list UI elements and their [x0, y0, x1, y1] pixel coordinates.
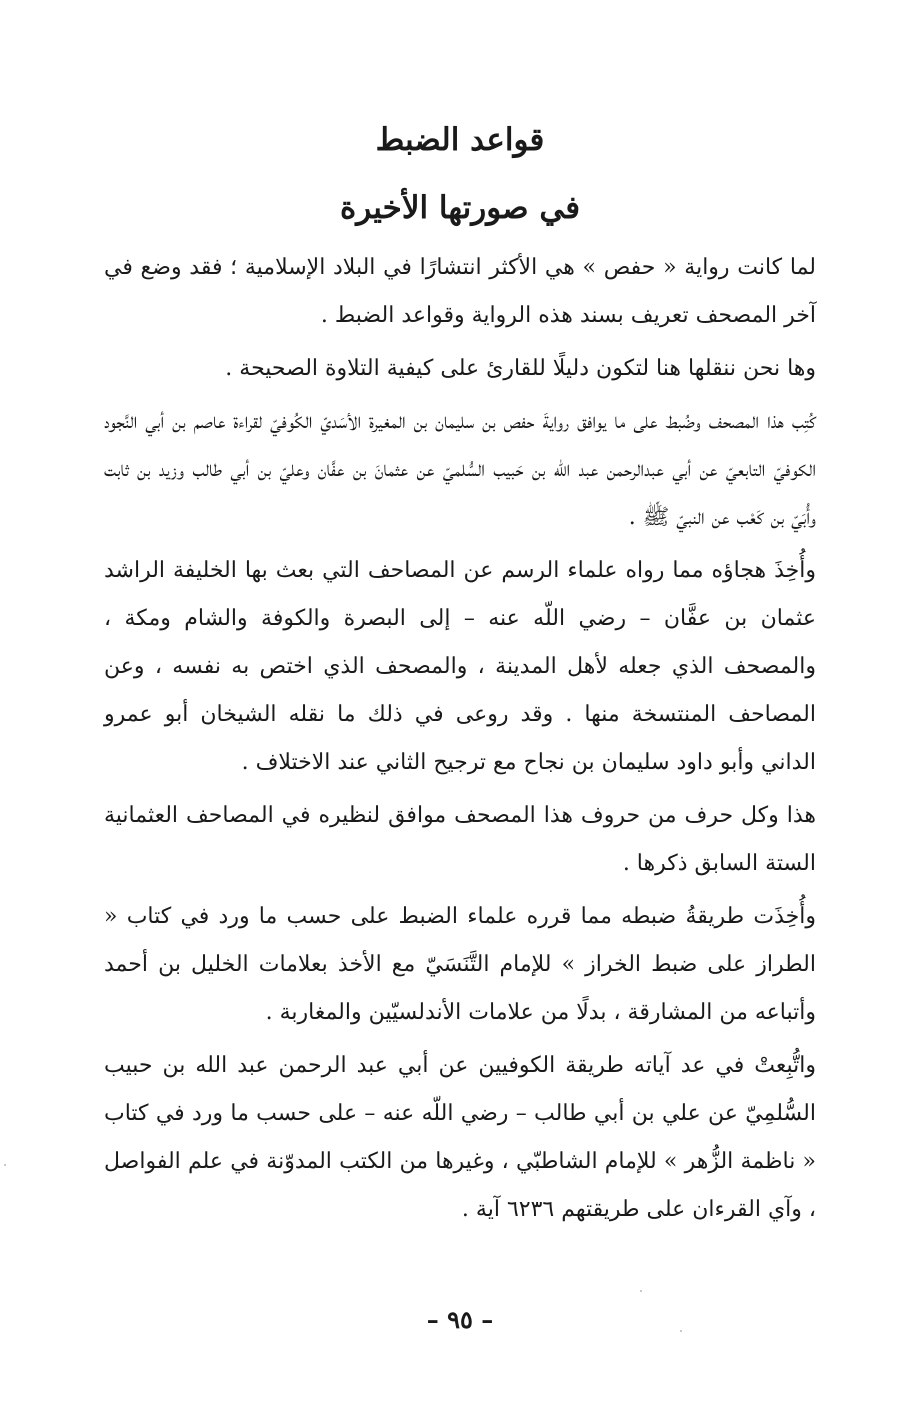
- paragraph-1: لما كانت رواية « حفص » هي الأكثر انتشارًا في البلاد الإسلامية ؛ فقد وضع في آخر المصحف تعريف بسند هذه الرواية وقواعد الضبط .: [104, 255, 816, 328]
- title-line-2: في صورتها الأخيرة: [339, 190, 581, 226]
- scan-speck: [640, 1290, 642, 1292]
- paragraph-3: كُتِب هذا المصحف وضُبط على ما يوافق روايةَ حفص بن سليمان بن المغيرة الأسَديّ الكُوفيّ لقراءة عاصم بن أبي النَّجود الكوفيّ التابعيّ عن أبي عبدالرحمن عبد الله بن حَبيب السُّلميّ عن عثمانَ بن عفَّان وعليّ بن أبي طالب وزيد بن ثابت وأُبَيّ بن كَعْب عن النبيّ ﷺ .: [104, 409, 816, 530]
- page-number: – ٩٥ –: [426, 1305, 494, 1334]
- title-line-1: قواعد الضبط: [375, 122, 545, 158]
- paragraph-6: وأُخِذَت طريقةُ ضبطه مما قرره علماء الضبط على حسب ما ورد في كتاب « الطراز على ضبط الخراز » للإمام التَّنَسَيّ مع الأخذ بعلامات الخليل بن أحمد وأتباعه من المشارقة ، بدلًا من علامات الأندلسيّين والمغاربة .: [104, 904, 816, 1025]
- scan-speck: [4, 1164, 6, 1166]
- body-text: [104, 244, 816, 1239]
- paragraph-4: وأُخِذَ هجاؤه مما رواه علماء الرسم عن المصاحف التي بعث بها الخليفة الراشد عثمان بن عفَّان – رضي اللّه عنه – إلى البصرة والكوفة والشام ومكة ، والمصحف الذي جعله لأهل المدينة ، والمصحف الذي اختص به نفسه ، وعن المصاحف المنتسخة منها . وقد روعى في ذلك ما نقله الشيخان أبو عمرو الداني وأبو داود سليمان بن نجاح مع ترجيح الثاني عند الاختلاف .: [104, 558, 816, 775]
- paragraph-5: هذا وكل حرف من حروف هذا المصحف موافق لنظيره في المصاحف العثمانية الستة السابق ذكرها .: [104, 803, 816, 876]
- paragraph-2: وها نحن ننقلها هنا لتكون دليلًا للقارئ على كيفية التلاوة الصحيحة .: [225, 356, 816, 381]
- paragraph-7: واتُّبِعتْ في عد آياته طريقة الكوفيين عن أبي عبد الرحمن عبد الله بن حبيب السُّلمِيّ عن علي بن أبي طالب – رضي اللّه عنه – على حسب ما ورد في كتاب « ناظمة الزُّهر » للإمام الشاطبّي ، وغيرها من الكتب المدوّنة في علم الفواصل ، وآي القرءان على طريقتهم ٦٢٣٦ آية .: [104, 1053, 816, 1222]
- document-page: [104, 0, 816, 1408]
- scan-speck: [680, 1330, 682, 1332]
